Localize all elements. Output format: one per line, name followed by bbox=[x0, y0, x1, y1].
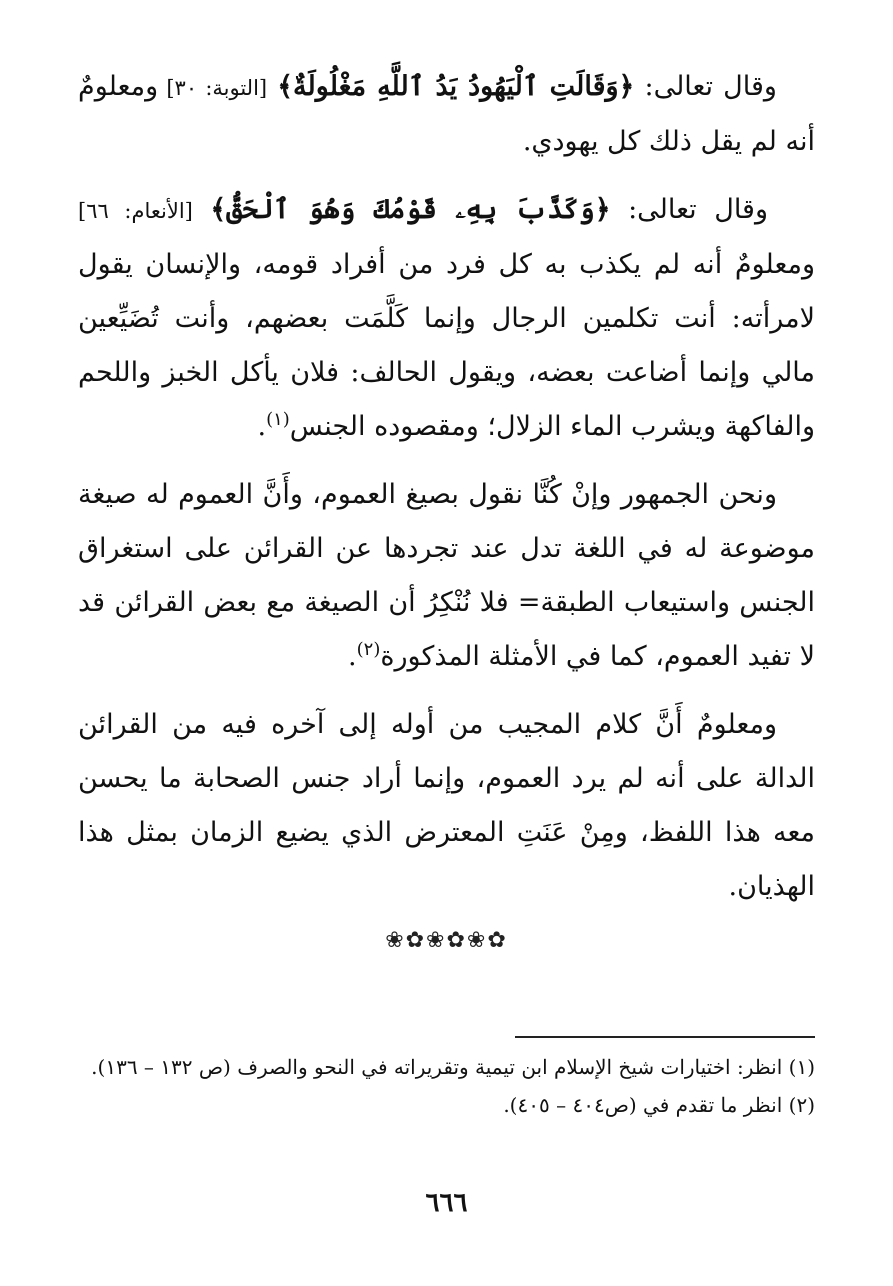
paragraph-1-body: ومعلومٌ أنه لم يقل ذلك كل يهودي. bbox=[78, 71, 815, 157]
paragraph-1 bbox=[78, 60, 815, 169]
footnote-1: (١) انظر: اختيارات شيخ الإسلام ابن تيمية وتقريراته في النحو والصرف (ص ١٣٢ – ١٣٦). bbox=[91, 1055, 815, 1079]
quran-quote-1: ﴿وَقَالَتِ ٱلْيَهُودُ يَدُ ٱللَّهِ مَغْلُولَةٌ﴾ bbox=[277, 71, 635, 102]
quran-quote-2: ﴿وَكَذَّبَ بِهِۦ قَوْمُكَ وَهُوَ ٱلْحَقُّ﴾ bbox=[210, 194, 611, 225]
main-text bbox=[78, 60, 815, 914]
footnote-2: (٢) انظر ما تقدم في (ص٤٠٤ – ٤٠٥). bbox=[503, 1093, 815, 1117]
verse-reference-1: [التوبة: ٣٠] bbox=[158, 76, 268, 100]
verse-reference-2: [الأنعام: ٦٦] bbox=[78, 199, 193, 223]
paragraph-2-end: . bbox=[257, 411, 267, 442]
paragraph-4-body: ومعلومٌ أَنَّ كلام المجيب من أوله إلى آخره فيه من القرائن الدالة على أنه لم يرد العموم، وإنما أراد جنس الصحابة ما يحسن معه هذا اللفظ، ومِنْ عَنَتِ المعترض الذي يضيع الزمان بمثل هذا الهذيان. bbox=[78, 709, 815, 902]
paragraph-2-body: ومعلومٌ أنه لم يكذب به كل فرد من أفراد قومه، والإنسان يقول لامرأته: أنت تكلمين الرجال وإنما كَلَّمَت بعضهم، وأنت تُضَيِّعين مالي وإنما أضاعت بعضه، ويقول الحالف: فلان يأكل الخبز واللحم والفاكهة ويشرب الماء الزلال؛ ومقصوده الجنس bbox=[78, 249, 815, 442]
paragraph-2-intro: وقال تعالى: bbox=[610, 194, 769, 225]
page-number: ٦٦٦ bbox=[425, 1188, 468, 1218]
paragraph-4 bbox=[78, 698, 815, 914]
paragraph-3 bbox=[78, 468, 815, 684]
footnote-separator bbox=[515, 1036, 815, 1038]
footnotes bbox=[78, 1048, 815, 1124]
footnote-marker-1[interactable]: (١) bbox=[266, 409, 290, 430]
ornament-divider: ✿❀✿❀✿❀ bbox=[385, 928, 508, 953]
paragraph-3-body: ونحن الجمهور وإنْ كُنَّا نقول بصيغ العموم، وأَنَّ العموم له صيغة موضوعة له في اللغة تدل عند تجردها عن القرائن على استغراق الجنس واستيعاب الطبقة= فلا نُنْكِرُ أن الصيغة مع بعض القرائن قد لا تفيد العموم، كما في الأمثلة المذكورة bbox=[78, 479, 815, 672]
footnote-marker-2[interactable]: (٢) bbox=[356, 639, 381, 660]
paragraph-3-end: . bbox=[348, 641, 357, 672]
paragraph-2 bbox=[78, 183, 815, 454]
paragraph-1-intro: وقال تعالى: bbox=[634, 71, 777, 102]
